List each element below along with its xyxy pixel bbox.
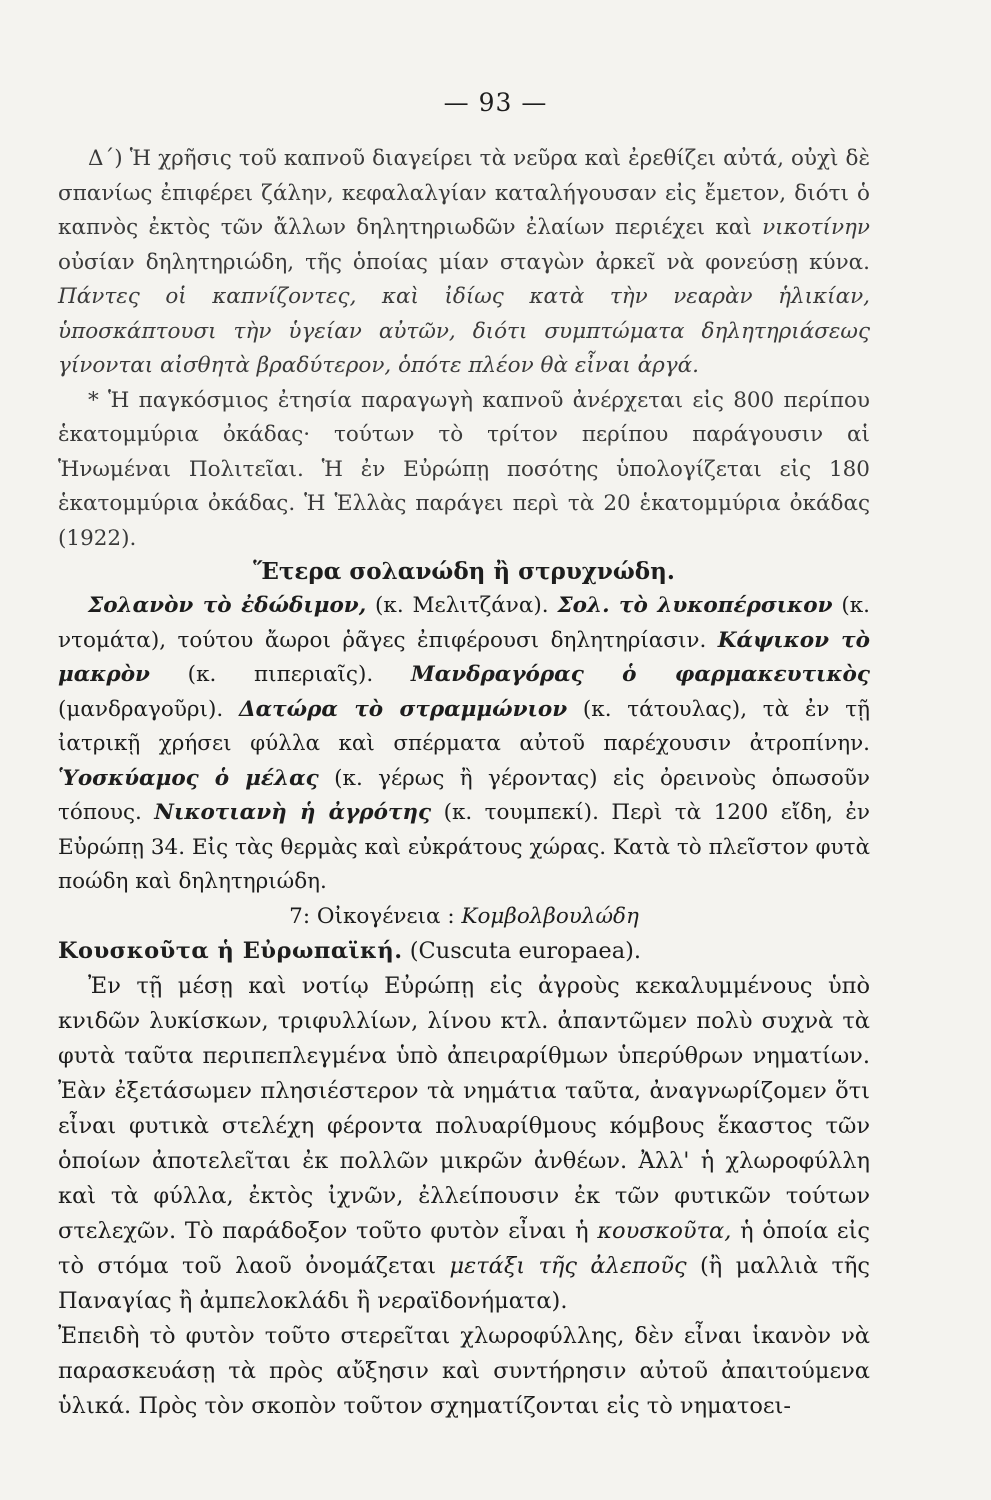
family-heading bbox=[58, 900, 870, 935]
species-name-5: Δατώρα τὸ στραμμώνιον bbox=[238, 696, 568, 722]
page-number: — 93 — bbox=[443, 88, 548, 117]
paragraph-last: Ἐπειδὴ τὸ φυτὸν τοῦτο στερεῖται χλωροφύλλης, δὲν εἶναι ἱκανὸν νὰ παρασκευάσῃ τὰ πρὸς αὔξησιν καὶ συντήρησιν αὐτοῦ ἀπαιτούμενα ὑλικά. Πρὸς τὸν σκοπὸν τοῦτον σχηματίζονται εἰς τὸ νηματοει- bbox=[58, 1323, 870, 1419]
species-name-3: Κάψικον τὸ μακρὸν bbox=[58, 627, 870, 687]
delta-italic-nicotine: νικοτίνην bbox=[762, 215, 870, 240]
species-name-2: Σολ. τὸ λυκοπέρσικον bbox=[557, 593, 833, 618]
delta-text-2: οὐσίαν δηλητηριώδη, τῆς ὁποίας μίαν σταγὼν ἀρκεῖ νὰ φονεύσῃ κύνα. bbox=[58, 249, 870, 275]
kouskouta-italic-2: μετάξι τῆς ἀλεποῦς bbox=[449, 1253, 687, 1279]
kouskouta-title: Κουσκοῦτα ἡ Εὐρωπαϊκή. bbox=[58, 938, 403, 964]
kouskouta-italic-1: κουσκοῦτα, bbox=[597, 1218, 732, 1244]
species-text-6: (κ. γέρως ἢ γέροντας) εἰς ὀρεινοὺς ὁπωσοῦν τόπους. bbox=[58, 765, 870, 825]
species-name-6: Ὑοσκύαμος ὁ μέλας bbox=[58, 765, 319, 791]
species-name-1: Σολανὸν τὸ ἐδώδιμον, bbox=[88, 593, 367, 618]
paragraph-kouskouta bbox=[58, 969, 870, 1319]
kouskouta-latin: (Cuscuta europaea). bbox=[402, 938, 642, 964]
paragraph-species bbox=[58, 589, 870, 900]
species-name-4: Μανδραγόρας ὁ φαρμακευτικὸς bbox=[410, 662, 870, 687]
family-prefix: 7: Οἰκογένεια : bbox=[289, 903, 462, 929]
delta-text-1: Δ΄) Ἡ χρῆσις τοῦ καπνοῦ διαγείρει τὰ νεῦρα καὶ ἐρεθίζει αὐτά, οὐχὶ δὲ σπανίως ἐπιφέρει ζάλην, κεφαλαλγίαν καταλήγουσαν εἰς ἔμετον, διότι ὁ καπνὸς ἐκτὸς τῶν ἄλλων δηλητηριωδῶν ἐλαίων περιέχει καὶ bbox=[58, 146, 870, 240]
species-text-1: (κ. Μελιτζάνα). bbox=[366, 593, 558, 618]
kouskouta-text-1: Ἐν τῇ μέσῃ καὶ νοτίῳ Εὐρώπῃ εἰς ἀγροὺς κεκαλυμμένους ὑπὸ κνιδῶν λυκίσκων, τριφυλλίων, λίνου κτλ. ἀπαντῶμεν πολὺ συχνὰ τὰ φυτὰ ταῦτα περιπεπλεγμένα ὑπὸ ἀπειραρίθμων ὑπερύθρων νηματίων. Ἐὰν ἐξετάσωμεν πλησιέστερον τὰ νημάτια ταῦτα, ἀναγνωρίζομεν ὅτι εἶναι φυτικὰ στελέχη φέροντα πολυαρίθμους κόμβους ἕκαστος τῶν ὁποίων ἀποτελεῖται ἐκ πολλῶν μικρῶν ἀνθέων. Ἀλλ' ἡ χλωροφύλλη καὶ τὰ φύλλα, ἐκτὸς ἰχνῶν, ἐλλείπουσιν ἐκ τῶν φυτικῶν τούτων στελεχῶν. Τὸ παράδοξον τοῦτο φυτὸν εἶναι ἡ bbox=[58, 973, 870, 1244]
kouskouta-text-2: ἡ ὁποία εἰς τὸ στόμα τοῦ λαοῦ ὀνομάζεται bbox=[58, 1218, 871, 1279]
delta-italic-warning: Πάντες οἱ καπνίζοντες, καὶ ἰδίως κατὰ τὴν νεαρὰν ἡλικίαν, ὑποσκάπτουσι τὴν ὑγείαν αὐτῶν, διότι συμπτώματα δηλητηριάσεως γίνονται αἰσθητὰ βραδύτερον, ὁπότε πλέον θὰ εἶναι ἀργά. bbox=[58, 284, 870, 378]
species-text-5: (κ. τάτουλας), τὰ ἐν τῇ ἰατρικῇ χρήσει φύλλα καὶ σπέρματα αὐτοῦ παρέχουσιν ἀτροπίνην. bbox=[58, 696, 870, 756]
text-block-top bbox=[58, 142, 870, 1424]
species-text-4: (μανδραγοῦρι). bbox=[58, 696, 239, 722]
kouskouta-text-3: (ἢ μαλλιὰ τῆς Παναγίας ἢ ἀμπελοκλάδι ἢ νεραϊδονήματα). bbox=[58, 1253, 870, 1314]
paragraph-tobacco-production: * Ἡ παγκόσμιος ἐτησία παραγωγὴ καπνοῦ ἀνέρχεται εἰς 800 περίπου ἑκατομμύρια ὀκάδας· τούτων τὸ τρίτον περίπου παράγουσιν αἱ Ἡνωμέναι Πολιτεῖαι. Ἡ ἐν Εὐρώπῃ ποσότης ὑπολογίζεται εἰς 180 ἑκατομμύρια ὀκάδας. Ἡ Ἑλλὰς παράγει περὶ τὰ 20 ἑκατομμύρια ὀκάδας (1922). bbox=[58, 387, 870, 551]
species-text-2: (κ. ντομάτα), τούτου ἄωροι ῥᾶγες ἐπιφέρουσι δηλητηρίασιν. bbox=[58, 593, 871, 653]
species-text-3: (κ. πιπεριαῖς). bbox=[149, 662, 411, 687]
paragraph-kouskouta-lead bbox=[58, 934, 870, 969]
family-name: Κομβολβουλώδη bbox=[461, 903, 639, 929]
species-text-7: (κ. τουμπεκί). Περὶ τὰ 1200 εἴδη, ἐν Εὐρώπῃ 34. Εἰς τὰς θερμὰς καὶ εὐκράτους χώρας. Κατὰ τὸ πλεῖστον φυτὰ ποώδη καὶ δηλητηριώδη. bbox=[58, 800, 870, 894]
species-name-7: Νικοτιανὴ ἡ ἀγρότης bbox=[154, 800, 432, 825]
heading-other-solanaceae: Ἕτερα σολανώδη ἢ στρυχνώδη. bbox=[253, 558, 675, 585]
paragraph-delta bbox=[58, 142, 870, 384]
